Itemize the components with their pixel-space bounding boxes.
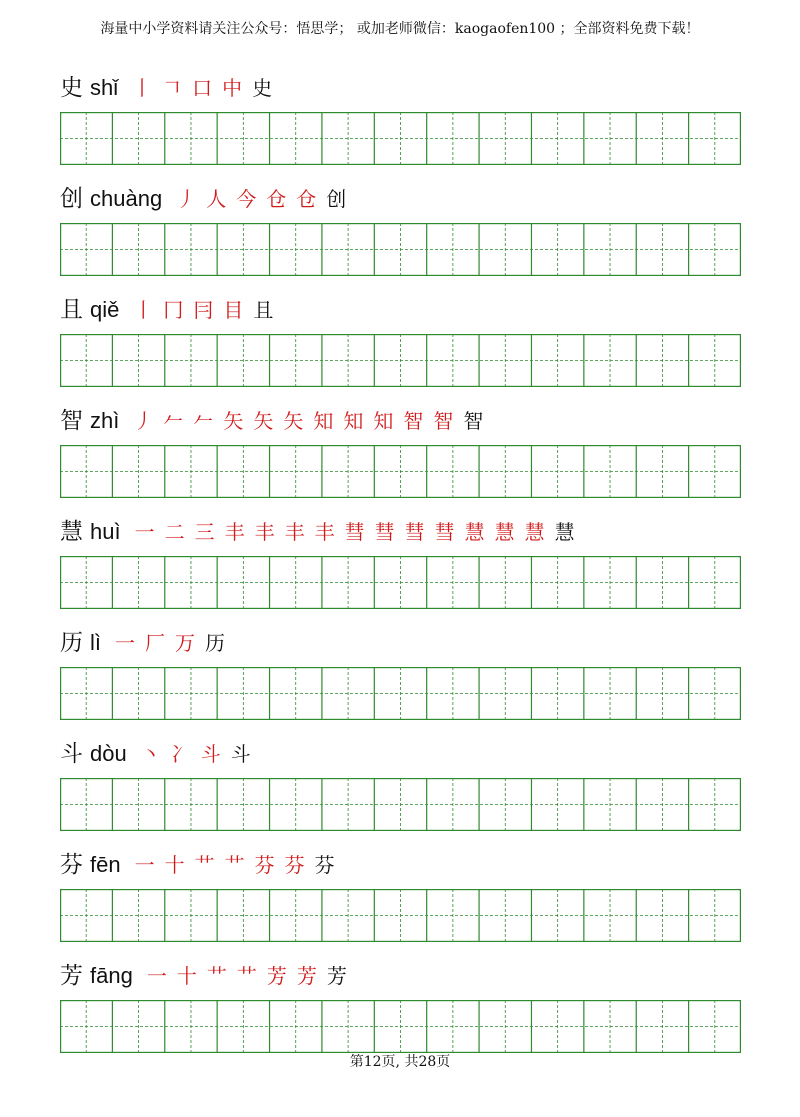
stroke-order [176, 185, 356, 213]
pinyin: fēn [90, 852, 121, 877]
stroke-step: 慧 [524, 520, 545, 544]
stroke-step: 丰 [284, 520, 305, 544]
stroke-step: 慧 [464, 520, 485, 544]
stroke-step: 𠂉 [193, 409, 214, 433]
stroke-step: 创 [326, 187, 347, 211]
stroke-step: 三 [194, 520, 215, 544]
stroke-step: 彗 [434, 520, 455, 544]
stroke-step: 艹 [206, 964, 227, 988]
stroke-order [135, 851, 345, 879]
pinyin: qiě [90, 297, 120, 322]
stroke-step: 一 [134, 853, 155, 877]
stroke-step: 中 [222, 76, 243, 100]
stroke-step: 历 [205, 631, 225, 655]
stroke-step: 丨 [133, 298, 154, 322]
character-heading [60, 506, 741, 546]
writing-grid[interactable] [60, 334, 741, 387]
practice-section [60, 173, 741, 276]
stroke-order [147, 962, 357, 990]
stroke-step: 丰 [224, 520, 245, 544]
writing-grid[interactable] [60, 112, 741, 165]
character-heading [60, 62, 741, 102]
stroke-step: 艹 [224, 853, 245, 877]
stroke-step: 慧 [554, 520, 575, 544]
stroke-step: 仓 [296, 187, 317, 211]
stroke-step: 丶 [140, 742, 161, 766]
writing-grid[interactable] [60, 667, 741, 720]
stroke-step: 万 [175, 631, 195, 655]
writing-grid[interactable] [60, 889, 741, 942]
writing-grid[interactable] [60, 556, 741, 609]
pinyin: dòu [90, 741, 127, 766]
character: 且 [60, 297, 83, 323]
stroke-step: 冂 [163, 298, 184, 322]
stroke-step: 史 [252, 76, 273, 100]
stroke-step: 智 [403, 409, 424, 433]
stroke-step: 艹 [194, 853, 215, 877]
stroke-step: 芳 [326, 964, 347, 988]
stroke-step: 芬 [284, 853, 305, 877]
writing-grid[interactable] [60, 445, 741, 498]
character-heading [60, 728, 741, 768]
stroke-order [133, 407, 493, 435]
practice-section [60, 617, 741, 720]
pinyin: huì [90, 519, 121, 544]
practice-section [60, 950, 741, 1053]
stroke-step: 智 [463, 409, 484, 433]
stroke-step: 丿 [176, 187, 197, 211]
character: 芬 [60, 852, 83, 878]
stroke-step: 一 [115, 631, 135, 655]
pinyin: shǐ [90, 75, 119, 100]
stroke-step: 斗 [230, 742, 251, 766]
stroke-step: 知 [313, 409, 334, 433]
stroke-step: 矢 [223, 409, 244, 433]
stroke-step: 十 [164, 853, 185, 877]
stroke-step: 矢 [283, 409, 304, 433]
stroke-step: 慧 [494, 520, 515, 544]
stroke-step: 艹 [236, 964, 257, 988]
stroke-order [115, 629, 235, 657]
stroke-step: 厂 [145, 631, 165, 655]
character-heading [60, 950, 741, 990]
stroke-step: 冃 [193, 298, 214, 322]
stroke-step: 𠃍 [162, 76, 183, 100]
writing-grid[interactable] [60, 1000, 741, 1053]
character: 慧 [60, 519, 83, 545]
stroke-step: 斗 [200, 742, 221, 766]
stroke-order [133, 296, 283, 324]
practice-section [60, 728, 741, 831]
character-heading [60, 617, 741, 657]
practice-section [60, 62, 741, 165]
stroke-step: 且 [253, 298, 274, 322]
stroke-step: 𠂉 [163, 409, 184, 433]
stroke-step: 彗 [344, 520, 365, 544]
pinyin: zhì [90, 408, 120, 433]
stroke-step: 芬 [314, 853, 335, 877]
stroke-step: 二 [164, 520, 185, 544]
stroke-order [132, 74, 282, 102]
stroke-step: 知 [373, 409, 394, 433]
pinyin: fāng [90, 963, 133, 988]
pinyin: lì [90, 630, 101, 655]
character: 斗 [60, 741, 83, 767]
stroke-step: 丨 [132, 76, 153, 100]
character-heading [60, 395, 741, 435]
stroke-order [141, 740, 261, 768]
character-heading [60, 839, 741, 879]
stroke-step: 芳 [296, 964, 317, 988]
character-heading [60, 173, 741, 213]
character: 历 [60, 630, 83, 656]
stroke-order [135, 518, 585, 546]
stroke-step: 知 [343, 409, 364, 433]
writing-grid[interactable] [60, 778, 741, 831]
stroke-step: 一 [146, 964, 167, 988]
practice-section [60, 284, 741, 387]
stroke-step: 丰 [314, 520, 335, 544]
page-footer: 第12页, 共28页 [349, 1054, 451, 1070]
stroke-step: 丿 [133, 409, 154, 433]
stroke-step: 口 [192, 76, 213, 100]
character-heading [60, 284, 741, 324]
character: 芳 [60, 963, 83, 989]
stroke-step: 十 [176, 964, 197, 988]
character: 史 [60, 75, 83, 101]
character: 智 [60, 408, 83, 434]
stroke-step: 一 [134, 520, 155, 544]
practice-section [60, 506, 741, 609]
practice-section [60, 839, 741, 942]
stroke-step: 彗 [404, 520, 425, 544]
stroke-step: 芬 [254, 853, 275, 877]
stroke-step: 丰 [254, 520, 275, 544]
writing-grid[interactable] [60, 223, 741, 276]
practice-section [60, 395, 741, 498]
stroke-step: 人 [206, 187, 227, 211]
stroke-step: 彗 [374, 520, 395, 544]
pinyin: chuàng [90, 186, 163, 211]
stroke-step: 矢 [253, 409, 274, 433]
character: 创 [60, 186, 83, 212]
stroke-step: 仓 [266, 187, 287, 211]
stroke-step: 智 [433, 409, 454, 433]
page-header: 海量中小学资料请关注公众号：悟思学； 或加老师微信：kaogaofen100 ；全部资料免费下载！ [100, 21, 700, 37]
stroke-step: 冫 [170, 742, 191, 766]
stroke-step: 目 [223, 298, 244, 322]
stroke-step: 今 [236, 187, 257, 211]
stroke-step: 芳 [266, 964, 287, 988]
